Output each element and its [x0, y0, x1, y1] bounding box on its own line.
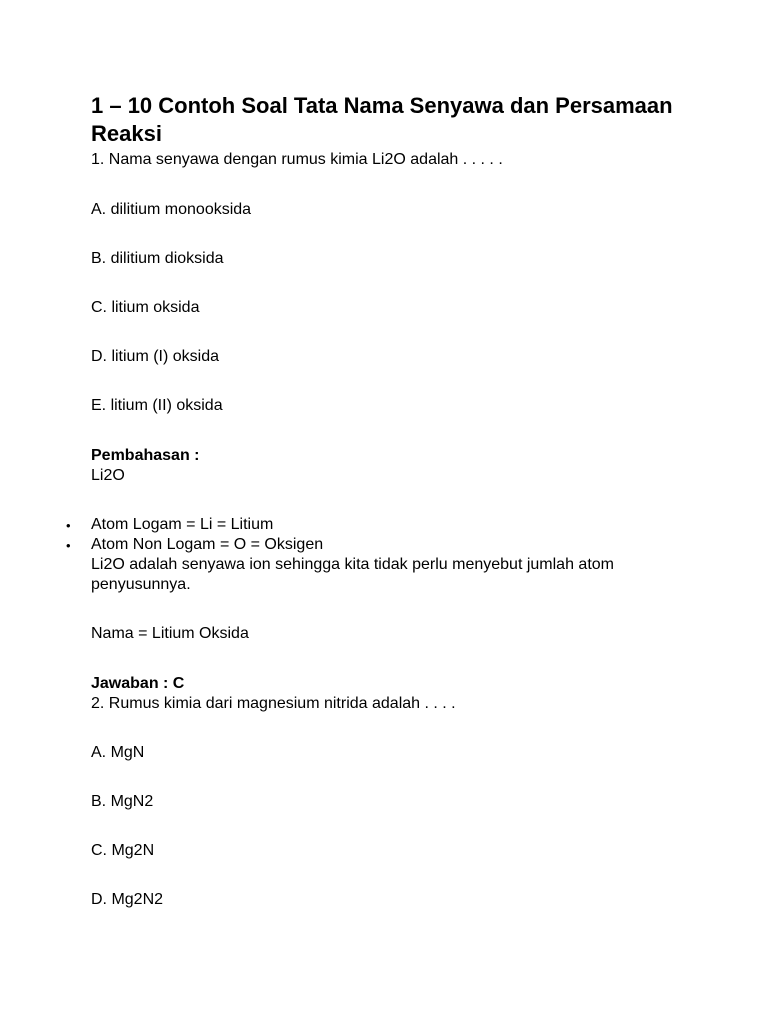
q1-option-b: B. dilitium dioksida: [91, 250, 224, 267]
question-1: 1. Nama senyawa dengan rumus kimia Li2O adalah . . . . .: [91, 151, 503, 168]
q2-option-a: A. MgN: [91, 744, 145, 761]
page-title: 1 – 10 Contoh Soal Tata Nama Senyawa dan Persamaan Reaksi: [91, 93, 673, 146]
q1-option-e: E. litium (II) oksida: [91, 397, 223, 414]
bullet-icon: •: [66, 538, 71, 553]
explanation-paragraph: Li2O adalah senyawa ion sehingga kita tidak perlu menyebut jumlah atom penyusunnya.: [91, 556, 614, 593]
q1-option-c: C. litium oksida: [91, 299, 200, 316]
formula: Li2O: [91, 467, 125, 484]
q2-option-d: D. Mg2N2: [91, 891, 164, 908]
discussion-label: Pembahasan :: [91, 447, 200, 464]
bullet-icon: •: [66, 518, 71, 533]
answer-label: Jawaban : C: [91, 675, 185, 692]
q2-option-c: C. Mg2N: [91, 842, 155, 859]
q1-option-d: D. litium (I) oksida: [91, 348, 220, 365]
q1-option-a: A. dilitium monooksida: [91, 201, 252, 218]
bullet-item-metal: Atom Logam = Li = Litium: [91, 516, 274, 533]
q2-option-b: B. MgN2: [91, 793, 154, 810]
question-2: 2. Rumus kimia dari magnesium nitrida adalah . . . .: [91, 695, 456, 712]
bullet-item-nonmetal: Atom Non Logam = O = Oksigen: [91, 536, 324, 553]
compound-name: Nama = Litium Oksida: [91, 625, 249, 642]
